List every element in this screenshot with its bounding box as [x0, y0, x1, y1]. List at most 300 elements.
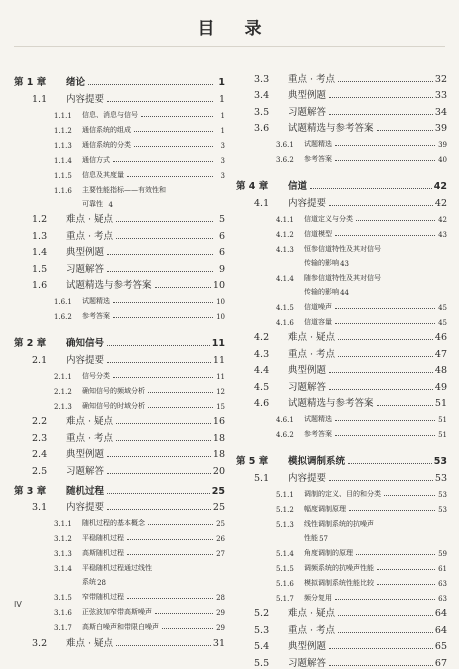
dot-leader [329, 371, 433, 373]
dot-leader [335, 144, 435, 146]
toc-entry-title: 内容提要 [66, 93, 105, 105]
toc-entry-number: 5.1 [254, 472, 270, 484]
dot-leader [348, 462, 432, 464]
toc-entry-cont[interactable] [236, 529, 447, 543]
toc-entry-page: 64 [434, 624, 447, 636]
toc-entry-page: 11 [216, 372, 225, 381]
toc-entry-page: 59 [438, 549, 447, 558]
toc-entry-section[interactable] [236, 467, 447, 484]
toc-entry-section[interactable] [14, 88, 225, 105]
toc-entry-page: 31 [212, 637, 225, 649]
toc-spacer [236, 164, 447, 172]
toc-entry-title: 难点 · 疑点 [66, 637, 114, 649]
dot-leader [384, 494, 435, 496]
dot-leader [329, 204, 433, 206]
toc-entry-number: 4.5 [254, 381, 270, 393]
toc-entry-title: 确知信号的时域分析 [82, 401, 145, 410]
toc-entry-number: 1.1.6 [54, 186, 72, 195]
page-title: 目 录 [197, 19, 274, 39]
toc-entry-page: 25 [211, 485, 225, 497]
dot-leader [148, 391, 213, 393]
toc-entry-title: 试题精选与参考答案 [288, 123, 374, 134]
toc-entry-sub[interactable] [236, 312, 447, 327]
toc-entry-page: 18 [212, 432, 225, 444]
toc-entry-cont[interactable] [236, 283, 447, 297]
toc-entry-page: 42 [434, 197, 447, 209]
toc-entry-chapter[interactable] [14, 477, 225, 497]
toc-entry-sub[interactable] [14, 105, 225, 120]
toc-entry-title: 典型例题 [66, 247, 105, 258]
toc-entry-number: 4.4 [254, 365, 270, 376]
dot-leader [335, 322, 435, 324]
toc-entry-page: 51 [434, 398, 447, 409]
toc-entry-number: 2.3 [32, 432, 48, 444]
toc-entry-section[interactable] [236, 118, 447, 135]
toc-entry-title: 随参信道特性及其对信号 [304, 273, 381, 282]
toc-entry-title: 频分复用 [304, 593, 332, 602]
dot-leader [338, 338, 433, 340]
dot-leader [107, 455, 211, 457]
toc-entry-page: 51 [438, 431, 447, 439]
toc-entry-title: 信道定义与分类 [304, 214, 353, 223]
toc-entry-sub[interactable] [14, 120, 225, 135]
dot-leader [107, 344, 210, 346]
toc-entry-section[interactable] [236, 192, 447, 209]
toc-entry-page: 43 [340, 259, 349, 268]
toc-entry-cont[interactable] [14, 195, 225, 209]
toc-entry-page: 51 [438, 416, 447, 424]
toc-entry-section[interactable] [236, 652, 447, 669]
toc-entry-sub[interactable] [236, 239, 447, 254]
toc-entry-sub[interactable] [14, 528, 225, 543]
toc-entry-sub[interactable] [14, 291, 225, 306]
toc-entry-section[interactable] [14, 258, 225, 275]
toc-entry-sub[interactable] [14, 135, 225, 150]
dot-leader [113, 301, 213, 303]
toc-entry-sub[interactable] [236, 409, 447, 424]
toc-entry-number: 2.2 [32, 416, 48, 427]
toc-entry-number: 3.4 [254, 90, 270, 101]
toc-entry-page: 67 [434, 657, 447, 669]
toc-entry-number: 第 5 章 [236, 456, 269, 467]
toc-entry-title: 角度调制的原理 [304, 548, 353, 557]
toc-entry-sub[interactable] [14, 587, 225, 602]
toc-entry-number: 第 3 章 [14, 485, 47, 497]
toc-left-column [14, 68, 225, 649]
toc-entry-number: 3.3 [254, 73, 270, 85]
toc-entry-page: 6 [218, 247, 225, 258]
toc-entry-number: 4.1.1 [276, 215, 294, 224]
toc-entry-page: 12 [216, 387, 225, 396]
toc-entry-number: 5.3 [254, 624, 270, 636]
toc-entry-section[interactable] [236, 376, 447, 393]
title-divider [14, 46, 445, 47]
toc-entry-page: 42 [433, 181, 447, 192]
dot-leader [329, 647, 433, 649]
toc-entry-title: 习题解答 [288, 381, 327, 393]
toc-entry-section[interactable] [236, 636, 447, 653]
toc-entry-page: 53 [434, 472, 447, 484]
toc-entry-title: 恒参信道特性及其对信号 [304, 244, 381, 253]
toc-entry-number: 3.5 [254, 106, 270, 118]
toc-entry-sub[interactable] [236, 514, 447, 529]
dot-leader [107, 253, 213, 255]
toc-spacer [236, 439, 447, 447]
toc-entry-page: 11 [212, 354, 225, 366]
toc-entry-section[interactable] [14, 460, 225, 477]
toc-entry-number: 5.1.4 [276, 549, 294, 558]
toc-entry-sub[interactable] [236, 484, 447, 499]
toc-entry-title: 习题解答 [288, 106, 327, 118]
toc-entry-number: 2.4 [32, 449, 48, 460]
toc-entry-page: 29 [216, 609, 225, 617]
toc-entry-number: 2.1.1 [54, 372, 72, 381]
toc-entry-number: 4.1.5 [276, 303, 294, 312]
toc-entry-number: 5.2 [254, 608, 270, 619]
toc-entry-title: 习题解答 [288, 657, 327, 669]
toc-right-column [236, 68, 447, 669]
toc-entry-number: 2.1 [32, 354, 48, 366]
toc-entry-number: 5.4 [254, 641, 270, 652]
toc-entry-sub[interactable] [236, 573, 447, 588]
toc-entry-number: 4.2 [254, 332, 270, 343]
toc-entry-number: 3.1.7 [54, 624, 72, 632]
toc-entry-number: 1.1.4 [54, 156, 72, 165]
toc-entry-page: 26 [216, 535, 225, 543]
toc-entry-section[interactable] [14, 242, 225, 259]
toc-entry-number: 4.1.6 [276, 318, 294, 327]
toc-entry-sub[interactable] [236, 134, 447, 149]
toc-entry-title: 参考答案 [304, 430, 332, 438]
toc-entry-page: 48 [434, 365, 447, 376]
toc-entry-sub[interactable] [14, 543, 225, 558]
toc-entry-sub[interactable] [236, 543, 447, 558]
toc-entry-title: 线性调制系统的抗噪声 [304, 519, 374, 528]
dot-leader [148, 523, 213, 525]
toc-entry-title: 窄带随机过程 [82, 593, 124, 601]
toc-entry-page: 1 [218, 93, 225, 105]
dot-leader [335, 598, 435, 600]
toc-entry-number: 1.5 [32, 263, 48, 275]
dot-leader [338, 614, 433, 616]
toc-entry-chapter[interactable] [14, 68, 225, 88]
toc-entry-section[interactable] [14, 225, 225, 242]
dot-leader [107, 100, 213, 102]
toc-entry-number: 1.1 [32, 93, 48, 105]
toc-entry-title: 确知信号 [66, 338, 105, 349]
dot-leader [127, 538, 213, 540]
toc-entry-section[interactable] [14, 349, 225, 366]
page-number-marker: IV [14, 600, 22, 609]
dot-leader [329, 96, 433, 98]
dot-leader [116, 439, 211, 441]
dot-leader [116, 422, 211, 424]
toc-entry-title: 试题精选与参考答案 [288, 398, 374, 409]
toc-entry-number: 3.6.2 [276, 156, 294, 164]
toc-entry-title: 正弦波加窄带高斯噪声 [82, 608, 152, 616]
toc-spacer [14, 321, 225, 329]
toc-entry-title: 调频系统的抗噪声性能 [304, 563, 374, 572]
toc-entry-sub[interactable] [236, 424, 447, 439]
toc-entry-title: 可靠性 [82, 199, 103, 208]
toc-entry-chapter[interactable] [236, 447, 447, 467]
dot-leader [88, 83, 213, 85]
toc-entry-sub[interactable] [236, 558, 447, 573]
toc-entry-title: 试题精选与参考答案 [66, 280, 152, 291]
dot-leader [107, 508, 211, 510]
toc-entry-section[interactable] [236, 101, 447, 118]
toc-entry-number: 1.1.3 [54, 141, 72, 150]
toc-entry-page: 11 [211, 338, 225, 349]
dot-leader [377, 129, 433, 131]
toc-entry-title: 通信系统的组成 [82, 125, 131, 134]
toc-entry-title: 高斯随机过程 [82, 549, 124, 557]
toc-entry-number: 3.1 [32, 502, 48, 513]
toc-entry-number: 1.4 [32, 247, 48, 258]
toc-entry-sub[interactable] [14, 602, 225, 617]
toc-entry-page: 53 [438, 490, 447, 499]
dot-leader [338, 631, 433, 633]
toc-entry-title: 系统 [82, 578, 96, 586]
toc-entry-title: 典型例题 [288, 641, 327, 652]
toc-entry-page: 45 [438, 318, 447, 327]
toc-entry-title: 试题精选 [304, 140, 332, 148]
toc-entry-page: 49 [434, 381, 447, 393]
toc-entry-number: 3.1.1 [54, 520, 72, 528]
dot-leader [107, 492, 210, 494]
toc-entry-section[interactable] [14, 497, 225, 514]
dot-leader [113, 376, 213, 378]
toc-entry-number: 3.1.4 [54, 565, 72, 573]
toc-entry-title: 信道容量 [304, 317, 332, 326]
toc-entry-number: 2.1.3 [54, 402, 72, 411]
toc-entry-number: 2.5 [32, 465, 48, 477]
toc-entry-number: 4.1.3 [276, 245, 294, 254]
toc-entry-number: 4.6.2 [276, 431, 294, 439]
toc-entry-title: 性能 [304, 533, 318, 542]
toc-entry-section[interactable] [236, 343, 447, 360]
toc-entry-number: 1.6.1 [54, 298, 72, 306]
toc-entry-title: 传输的影响 [304, 287, 339, 296]
toc-entry-number: 3.1.3 [54, 550, 72, 558]
dot-leader [107, 472, 211, 474]
toc-entry-sub[interactable] [236, 149, 447, 164]
dot-leader [107, 270, 213, 272]
toc-entry-page: 33 [434, 90, 447, 101]
toc-entry-page: 9 [218, 263, 225, 275]
toc-entry-number: 4.3 [254, 348, 270, 360]
toc-entry-title: 传输的影响 [304, 258, 339, 267]
toc-entry-title: 高斯白噪声和带限白噪声 [82, 623, 159, 631]
toc-entry-number: 5.1.1 [276, 490, 294, 499]
toc-entry-title: 主要性能指标——有效性和 [82, 185, 166, 194]
toc-entry-title: 典型例题 [288, 365, 327, 376]
toc-entry-page: 10 [216, 313, 225, 321]
toc-entry-section[interactable] [236, 360, 447, 377]
dot-leader [134, 145, 213, 147]
toc-entry-title: 随机过程 [66, 485, 105, 497]
toc-entry-number: 第 2 章 [14, 338, 47, 349]
dot-leader [335, 159, 435, 161]
toc-entry-section[interactable] [236, 85, 447, 102]
toc-entry-title: 幅度调制原理 [304, 504, 346, 513]
toc-entry-title: 重点 · 考点 [288, 348, 336, 360]
toc-entry-chapter[interactable] [236, 172, 447, 192]
toc-entry-title: 模拟调制系统性能比较 [304, 578, 374, 587]
toc-entry-title: 典型例题 [66, 449, 105, 460]
toc-entry-section[interactable] [14, 427, 225, 444]
toc-entry-title: 参考答案 [304, 155, 332, 163]
toc-entry-page: 16 [212, 416, 225, 427]
dot-leader [116, 237, 213, 239]
toc-entry-sub[interactable] [14, 165, 225, 180]
toc-entry-section[interactable] [236, 327, 447, 344]
toc-entry-sub[interactable] [14, 150, 225, 165]
toc-entry-number: 5.1.7 [276, 594, 294, 603]
dot-leader [329, 388, 433, 390]
toc-entry-page: 42 [438, 215, 447, 224]
dot-leader [116, 220, 213, 222]
dot-leader [329, 479, 433, 481]
dot-leader [162, 627, 213, 629]
toc-entry-section[interactable] [14, 209, 225, 226]
toc-entry-page: 1 [218, 77, 225, 88]
toc-entry-sub[interactable] [14, 513, 225, 528]
toc-entry-number: 4.1.2 [276, 230, 294, 239]
toc-entry-title: 重点 · 考点 [288, 73, 336, 85]
toc-entry-section[interactable] [236, 619, 447, 636]
toc-entry-page: 53 [433, 456, 447, 467]
toc-entry-page: 3 [220, 156, 225, 165]
toc-entry-title: 典型例题 [288, 90, 327, 101]
toc-entry-cont[interactable] [14, 573, 225, 587]
toc-entry-page: 40 [438, 156, 447, 164]
toc-entry-sub[interactable] [14, 180, 225, 195]
toc-entry-page: 10 [212, 280, 225, 291]
toc-entry-number: 1.1.1 [54, 111, 72, 120]
toc-entry-page: 43 [438, 230, 447, 239]
toc-entry-number: 3.6 [254, 123, 270, 134]
toc-entry-sub[interactable] [14, 306, 225, 321]
dot-leader [310, 187, 432, 189]
toc-entry-page: 63 [438, 579, 447, 588]
dot-leader [338, 355, 433, 357]
toc-entry-chapter[interactable] [14, 329, 225, 349]
toc-entry-number: 1.1.5 [54, 171, 72, 180]
toc-entry-sub[interactable] [14, 617, 225, 632]
dot-leader [338, 80, 433, 82]
toc-entry-page: 25 [216, 520, 225, 528]
toc-entry-sub[interactable] [14, 396, 225, 411]
toc-entry-page: 61 [438, 564, 447, 573]
toc-entry-page: 6 [218, 230, 225, 242]
toc-entry-sub[interactable] [236, 268, 447, 283]
toc-entry-sub[interactable] [236, 588, 447, 603]
toc-entry-page: 34 [434, 106, 447, 118]
toc-entry-sub[interactable] [236, 224, 447, 239]
toc-entry-page: 1 [220, 111, 225, 120]
toc-entry-number: 1.2 [32, 214, 48, 225]
toc-entry-sub[interactable] [14, 366, 225, 381]
dot-leader [127, 597, 213, 599]
toc-entry-section[interactable] [14, 444, 225, 461]
toc-entry-page: 63 [438, 594, 447, 603]
dot-leader [148, 406, 213, 408]
toc-entry-sub[interactable] [14, 558, 225, 573]
toc-entry-sub[interactable] [14, 381, 225, 396]
toc-entry-title: 重点 · 考点 [288, 624, 336, 636]
toc-entry-title: 内容提要 [288, 197, 327, 209]
toc-entry-section[interactable] [14, 275, 225, 292]
dot-leader [356, 553, 435, 555]
toc-entry-number: 4.6 [254, 398, 270, 409]
dot-leader [127, 553, 213, 555]
toc-entry-number: 3.2 [32, 637, 48, 649]
toc-entry-title: 内容提要 [288, 472, 327, 484]
toc-entry-title: 确知信号的频域分析 [82, 386, 145, 395]
toc-entry-page: 4 [108, 200, 113, 209]
toc-entry-page: 39 [438, 141, 447, 149]
toc-entry-section[interactable] [14, 632, 225, 649]
dot-leader [113, 160, 213, 162]
toc-entry-title: 难点 · 疑点 [66, 416, 114, 427]
toc-entry-number: 第 4 章 [236, 181, 269, 192]
dot-leader [134, 130, 213, 132]
dot-leader [377, 568, 435, 570]
toc-entry-number: 5.1.6 [276, 579, 294, 588]
toc-entry-page: 25 [212, 502, 225, 513]
toc-entry-title: 难点 · 疑点 [288, 608, 336, 619]
toc-entry-title: 信号分类 [82, 371, 110, 380]
toc-entry-number: 5.1.3 [276, 520, 294, 529]
dot-leader [335, 419, 435, 421]
toc-entry-page: 39 [434, 123, 447, 134]
dot-leader [377, 404, 433, 406]
toc-entry-number: 2.1.2 [54, 387, 72, 396]
toc-entry-page: 46 [434, 332, 447, 343]
toc-entry-page: 1 [220, 126, 225, 135]
toc-entry-section[interactable] [236, 68, 447, 85]
dot-leader [141, 115, 213, 117]
dot-leader [335, 234, 435, 236]
toc-entry-page: 65 [434, 641, 447, 652]
toc-entry-sub[interactable] [236, 297, 447, 312]
toc-entry-sub[interactable] [236, 499, 447, 514]
toc-entry-sub[interactable] [236, 209, 447, 224]
dot-leader [127, 175, 213, 177]
toc-entry-section[interactable] [236, 603, 447, 620]
toc-entry-title: 信道模型 [304, 229, 332, 238]
toc-entry-number: 1.1.2 [54, 126, 72, 135]
toc-entry-page: 15 [216, 402, 225, 411]
toc-entry-title: 试题精选 [82, 297, 110, 305]
dot-leader [107, 361, 211, 363]
toc-entry-title: 重点 · 考点 [66, 432, 114, 444]
toc-entry-number: 3.6.1 [276, 141, 294, 149]
toc-entry-cont[interactable] [236, 254, 447, 268]
toc-entry-section[interactable] [14, 411, 225, 428]
toc-entry-title: 难点 · 疑点 [288, 332, 336, 343]
toc-entry-number: 1.3 [32, 230, 48, 242]
dot-leader [356, 219, 435, 221]
toc-entry-title: 信息、消息与信号 [82, 110, 138, 119]
toc-entry-title: 内容提要 [66, 502, 105, 513]
toc-entry-number: 3.1.5 [54, 594, 72, 602]
toc-entry-page: 20 [212, 465, 225, 477]
toc-entry-section[interactable] [236, 393, 447, 410]
toc-entry-title: 平稳随机过程通过线性 [82, 564, 152, 572]
toc-entry-title: 绪论 [66, 77, 86, 88]
